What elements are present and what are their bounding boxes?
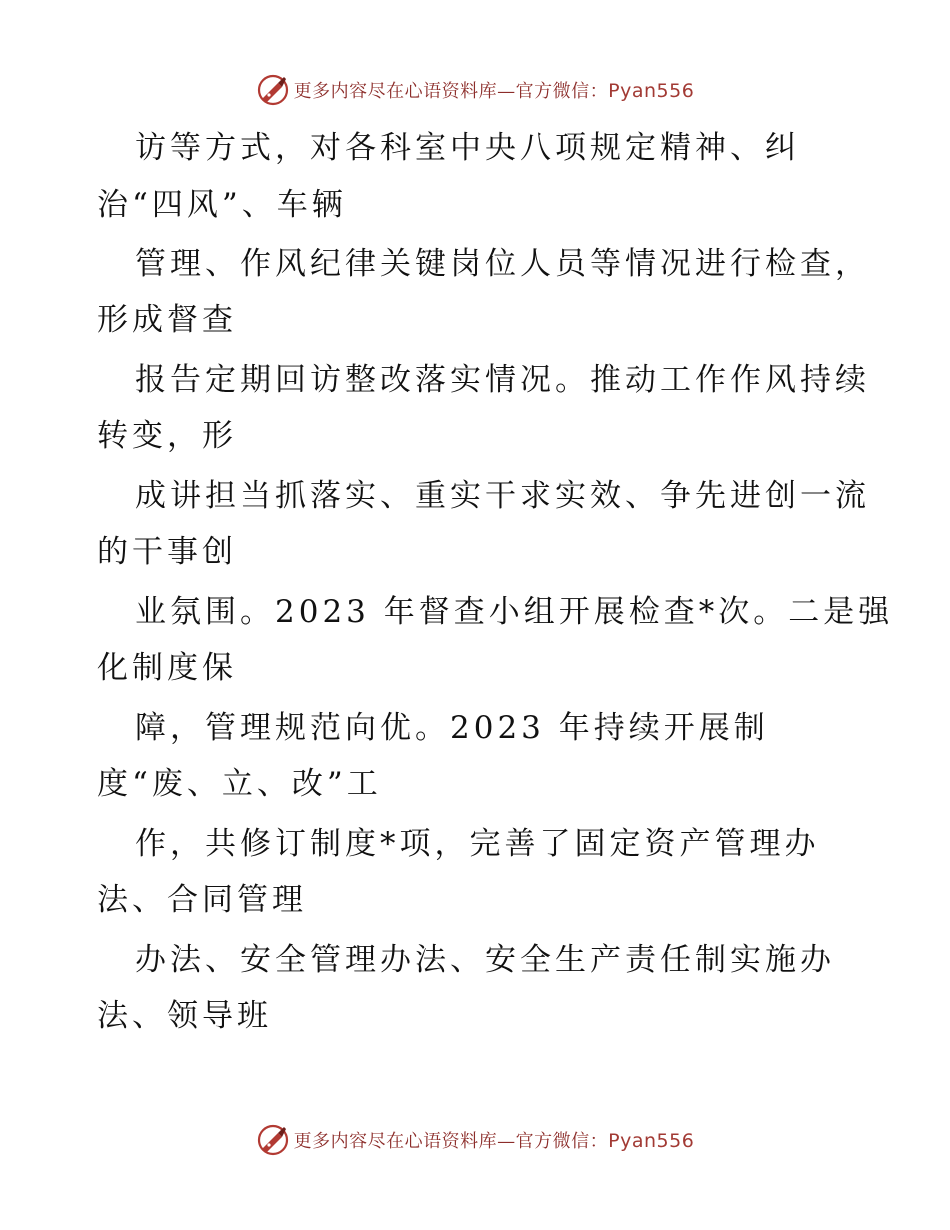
- footer-banner: [0, 1120, 950, 1160]
- body-line: 治“四风”、车辆: [97, 187, 347, 223]
- body-line: 转变，形: [97, 418, 237, 454]
- pen-logo-icon: [256, 1123, 290, 1157]
- body-line: 访等方式，对各科室中央八项规定精神、纠: [135, 130, 800, 166]
- body-line: 障，管理规范向优。2023 年持续开展制: [135, 710, 769, 746]
- body-line: 法、领导班: [97, 998, 272, 1034]
- body-line: 业氛围。2023 年督查小组开展检查*次。二是强: [135, 594, 894, 630]
- header-banner-text: [294, 77, 695, 103]
- body-line: 形成督查: [97, 302, 237, 338]
- body-line: 办法、安全管理办法、安全生产责任制实施办: [135, 942, 835, 978]
- body-line: 的干事创: [97, 534, 237, 570]
- header-banner: [0, 70, 950, 110]
- header-wechat-id: Pyan556: [608, 80, 695, 102]
- body-line: 管理、作风纪律关键岗位人员等情况进行检查，: [135, 246, 870, 282]
- body-line: 化制度保: [97, 650, 237, 686]
- body-line: 法、合同管理: [97, 882, 307, 918]
- body-line: 报告定期回访整改落实情况。推动工作作风持续: [135, 362, 870, 398]
- body-line: 作，共修订制度*项，完善了固定资产管理办: [135, 826, 820, 862]
- footer-wechat-id: Pyan556: [608, 1130, 695, 1152]
- body-line: 成讲担当抓落实、重实干求实效、争先进创一流: [135, 478, 870, 514]
- pen-logo-icon: [256, 73, 290, 107]
- footer-banner-text: [294, 1127, 695, 1153]
- footer-banner-label: 更多内容尽在心语资料库—官方微信：: [293, 1131, 609, 1152]
- header-banner-label: 更多内容尽在心语资料库—官方微信：: [293, 81, 609, 102]
- body-line: 度“废、立、改”工: [97, 766, 382, 802]
